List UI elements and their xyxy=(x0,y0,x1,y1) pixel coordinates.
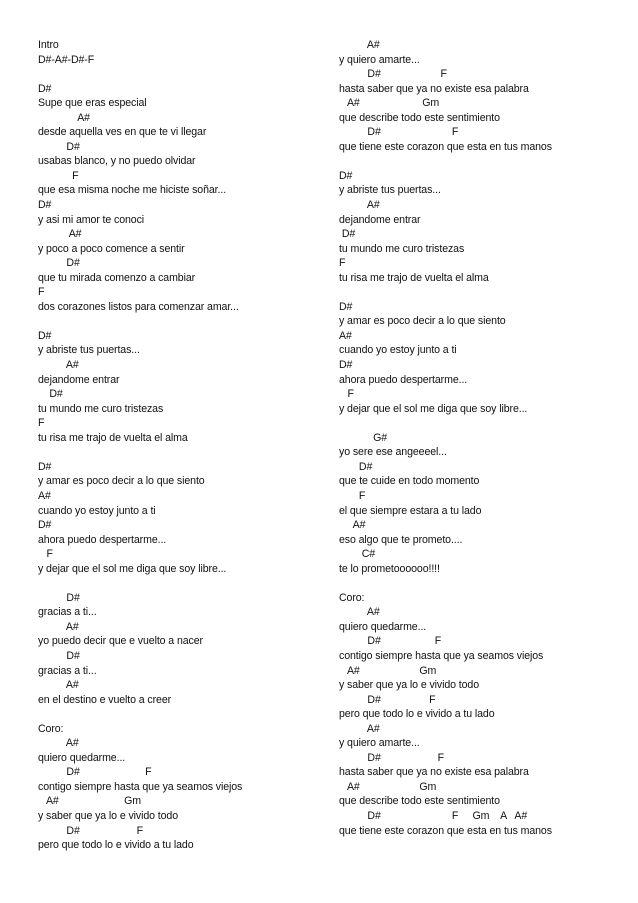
left-chord-line: A# xyxy=(38,679,79,692)
left-chord-line: D# xyxy=(38,199,52,212)
right-lyric-line: ahora puedo despertarme... xyxy=(339,373,468,386)
right-chord-line: D# F xyxy=(339,693,436,706)
right-blank-line xyxy=(339,285,638,300)
left-chord-line: A# xyxy=(38,620,79,633)
left-lyric-line: Coro: xyxy=(38,722,64,735)
left-chord-line: F xyxy=(38,417,45,430)
right-blank-line xyxy=(339,154,638,169)
right-chord-line: A# Gm xyxy=(339,780,437,793)
left-lyric-line: desde aquella ves en que te vi llegar xyxy=(38,126,207,139)
right-lyric-line: y quiero amarte... xyxy=(339,53,420,66)
right-lyric-line: quiero quedarme... xyxy=(339,620,427,633)
right-chord-line: A# xyxy=(339,329,352,342)
left-blank-line xyxy=(38,67,338,82)
right-chord-line: A# xyxy=(339,722,380,735)
lyrics-column-right xyxy=(339,38,638,838)
left-chord-line: A# xyxy=(38,359,79,372)
left-chord-line: A# xyxy=(38,228,82,241)
left-lyric-line: usabas blanco, y no puedo olvidar xyxy=(38,155,196,168)
right-chord-line: D# F xyxy=(339,635,442,648)
left-chord-line: D# xyxy=(38,388,63,401)
right-chord-line: F xyxy=(339,489,366,502)
right-lyric-line: pero que todo lo e vivido a tu lado xyxy=(339,708,495,721)
right-lyric-line: eso algo que te prometo.... xyxy=(339,533,463,546)
right-lyric-line: y amar es poco decir a lo que siento xyxy=(339,315,506,328)
left-lyric-line: gracias a ti... xyxy=(38,664,97,677)
right-chord-line: F xyxy=(339,257,346,270)
left-chord-line: A# Gm xyxy=(38,795,141,808)
left-blank-line xyxy=(38,576,338,591)
left-blank-line xyxy=(38,314,338,329)
right-chord-line: D# F xyxy=(339,751,445,764)
right-chord-line: A# xyxy=(339,39,380,51)
left-chord-line: A# xyxy=(38,489,51,502)
left-lyric-line: quiero quedarme... xyxy=(38,751,126,764)
right-chord-line: A# xyxy=(339,519,366,532)
left-chord-line: D#-A#-D#-F xyxy=(38,53,95,66)
left-chord-line: D# xyxy=(38,140,80,153)
left-lyric-line: y asi mi amor te conoci xyxy=(38,213,145,226)
right-lyric-line: que describe todo este sentimiento xyxy=(339,795,500,808)
left-chord-line: D# xyxy=(38,257,80,270)
right-lyric-line: Coro: xyxy=(339,591,365,604)
left-lyric-line: tu risa me trajo de vuelta el alma xyxy=(38,431,188,444)
left-lyric-line: Intro xyxy=(38,39,59,51)
right-lyric-line: te lo prometoooooo!!!! xyxy=(339,562,440,575)
right-chord-line: D# F xyxy=(339,126,459,139)
left-lyric-line: yo puedo decir que e vuelto a nacer xyxy=(38,635,203,648)
right-chord-line: D# xyxy=(339,359,353,372)
right-lyric-line: y saber que ya lo e vivido todo xyxy=(339,679,480,692)
left-lyric-line: y poco a poco comence a sentir xyxy=(38,242,185,255)
left-chord-line: D# xyxy=(38,82,52,95)
right-lyric-line: yo sere ese angeeeel... xyxy=(339,446,447,459)
left-chord-line: D# F xyxy=(38,824,144,837)
right-lyric-line: contigo siempre hasta que ya seamos viejos xyxy=(339,649,544,662)
right-lyric-line: hasta saber que ya no existe esa palabra xyxy=(339,82,529,95)
left-lyric-line: contigo siempre hasta que ya seamos viejos xyxy=(38,780,243,793)
left-lyric-line: tu mundo me curo tristezas xyxy=(38,402,164,415)
left-chord-line: D# xyxy=(38,649,80,662)
left-lyric-line: dejandome entrar xyxy=(38,373,120,386)
left-lyric-line: ahora puedo despertarme... xyxy=(38,533,167,546)
right-lyric-line: que describe todo este sentimiento xyxy=(339,111,500,124)
right-chord-line: A# xyxy=(339,199,380,212)
left-chord-line: D# F xyxy=(38,766,152,779)
right-chord-line: D# F Gm A A# xyxy=(339,809,528,822)
right-chord-line: G# xyxy=(339,431,388,444)
right-chord-line: D# F xyxy=(339,68,447,81)
left-chord-line: D# xyxy=(38,591,80,604)
left-chord-line: F xyxy=(38,169,79,182)
right-lyric-line: y abriste tus puertas... xyxy=(339,184,441,197)
right-lyric-line: que tiene este corazon que esta en tus manos xyxy=(339,824,552,837)
right-blank-line xyxy=(339,576,638,591)
right-lyric-line: el que siempre estara a tu lado xyxy=(339,504,482,517)
right-chord-line: A# Gm xyxy=(339,97,440,110)
right-chord-line: D# xyxy=(339,228,356,241)
left-lyric-line: gracias a ti... xyxy=(38,606,97,619)
left-chord-line: D# xyxy=(38,329,52,342)
right-lyric-line: tu risa me trajo de vuelta el alma xyxy=(339,271,489,284)
right-lyric-line: que te cuide en todo momento xyxy=(339,475,480,488)
left-blank-line xyxy=(38,707,338,722)
right-lyric-line: y dejar que el sol me diga que soy libre... xyxy=(339,402,528,415)
right-lyric-line: tu mundo me curo tristezas xyxy=(339,242,465,255)
left-chord-line: F xyxy=(38,548,53,561)
right-chord-line: D# xyxy=(339,169,353,182)
right-blank-line xyxy=(339,416,638,431)
lyrics-column-left xyxy=(38,38,338,853)
left-chord-line: D# xyxy=(38,519,52,532)
right-lyric-line: y quiero amarte... xyxy=(339,737,420,750)
left-lyric-line: y amar es poco decir a lo que siento xyxy=(38,475,205,488)
right-lyric-line: que tiene este corazon que esta en tus manos xyxy=(339,140,552,153)
left-chord-line: D# xyxy=(38,460,52,473)
right-chord-line: D# xyxy=(339,300,353,313)
left-lyric-line: Supe que eras especial xyxy=(38,97,147,110)
right-lyric-line: dejandome entrar xyxy=(339,213,421,226)
left-lyric-line: pero que todo lo e vivido a tu lado xyxy=(38,839,194,852)
left-blank-line xyxy=(38,445,338,460)
left-chord-line: F xyxy=(38,286,45,299)
left-lyric-line: dos corazones listos para comenzar amar... xyxy=(38,300,239,313)
left-chord-line: A# xyxy=(38,111,90,124)
left-lyric-line: y saber que ya lo e vivido todo xyxy=(38,809,179,822)
left-lyric-line: y abriste tus puertas... xyxy=(38,344,140,357)
left-lyric-line: y dejar que el sol me diga que soy libre... xyxy=(38,562,227,575)
left-lyric-line: que tu mirada comenzo a cambiar xyxy=(38,271,196,284)
right-chord-line: A# xyxy=(339,606,380,619)
left-lyric-line: en el destino e vuelto a creer xyxy=(38,693,172,706)
right-chord-line: C# xyxy=(339,548,376,561)
left-chord-line: A# xyxy=(38,737,79,750)
right-chord-line: F xyxy=(339,388,354,401)
left-lyric-line: que esa misma noche me hiciste soñar... xyxy=(38,184,227,197)
right-lyric-line: cuando yo estoy junto a ti xyxy=(339,344,457,357)
right-chord-line: D# xyxy=(339,460,373,473)
right-lyric-line: hasta saber que ya no existe esa palabra xyxy=(339,766,529,779)
left-lyric-line: cuando yo estoy junto a ti xyxy=(38,504,156,517)
right-chord-line: A# Gm xyxy=(339,664,437,677)
